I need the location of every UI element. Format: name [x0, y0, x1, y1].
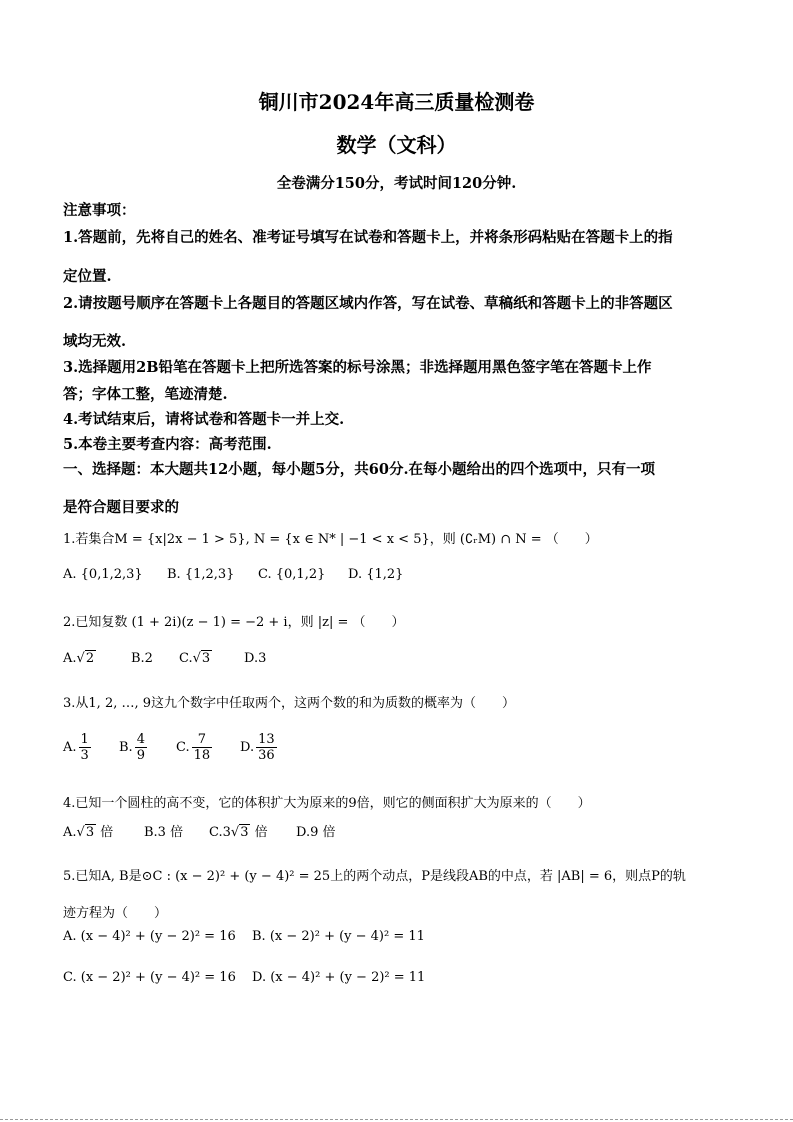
notice-heading: 注意事项：: [63, 202, 136, 219]
q3-stem: 3.从1, 2, …, 9这九个数字中任取两个，这两个数的和为质数的概率为（ ）: [63, 696, 516, 711]
q5-stem-a: 5.已知A, B是⊙C : (x − 2)² + (y − 4)² = 25上的两个动点，P是线段AB的中点，若 |AB| = 6，则点P的轨: [63, 869, 686, 884]
q1-option-b: B. {1,2,3}: [167, 567, 235, 582]
notice-item-3b: 答；字体工整，笔迹清楚.: [63, 386, 228, 403]
q1-option-a: A. {0,1,2,3}: [63, 567, 143, 582]
q2-option-c-label: C.: [179, 651, 193, 666]
q3-option-b-numerator: 4: [136, 732, 145, 747]
q3-option-c-denominator: 18: [193, 748, 211, 763]
q1-option-c: C. {0,1,2}: [258, 567, 326, 582]
q4-option-a-radicand: 3: [85, 825, 95, 840]
section-heading-a: 一、选择题：本大题共12小题，每小题5分，共60分.在每小题给出的四个选项中，只有一项: [63, 461, 655, 478]
q3-option-a: [63, 732, 91, 763]
notice-item-3a: 3.选择题用2B铅笔在答题卡上把所选答案的标号涂黑；非选择题用黑色签字笔在答题卡上作: [63, 359, 652, 376]
q3-option-d-denominator: 36: [258, 748, 275, 763]
notice-item-4: 4.考试结束后，请将试卷和答题卡一并上交.: [63, 411, 345, 428]
q4-option-c-unit: 倍: [254, 825, 268, 840]
notice-item-2b: 域均无效.: [63, 333, 127, 350]
q2-option-a-label: A.: [63, 651, 77, 666]
q2-option-c: C.√3: [179, 651, 211, 666]
q1-stem: 1.若集合M = {x|2x − 1 > 5}, N = {x ∈ N* | −1 < x < 5}，则 (∁ᵣM) ∩ N = （ ）: [63, 532, 598, 547]
q3-option-c: [176, 732, 212, 763]
q3-option-a-numerator: 1: [80, 732, 89, 747]
q4-option-d: D.9 倍: [296, 825, 336, 840]
exam-info: 全卷满分150分，考试时间120分钟.: [276, 175, 517, 192]
q1-option-d: D. {1,2}: [348, 567, 404, 582]
q3-option-b: [119, 732, 147, 763]
q3-option-c-label: C.: [176, 740, 190, 755]
notice-item-5: 5.本卷主要考查内容：高考范围.: [63, 436, 272, 453]
q4-option-c-label: C.3: [209, 825, 231, 840]
q2-option-a: A.√2: [63, 651, 95, 666]
q2-option-c-radicand: 3: [201, 651, 211, 666]
q4-option-a: A.√3 倍: [63, 825, 114, 840]
notice-item-2a: 2.请按题号顺序在答题卡上各题目的答题区域内作答，写在试卷、草稿纸和答题卡上的非答题区: [63, 295, 673, 312]
q5-option-b: B. (x − 2)² + (y − 4)² = 11: [252, 929, 425, 944]
q3-option-d-label: D.: [240, 740, 255, 755]
q4-option-a-unit: 倍: [100, 825, 114, 840]
q3-option-d: [240, 732, 277, 763]
q5-stem-b: 迹方程为（ ）: [63, 906, 168, 921]
subject-title: 数学（文科）: [336, 133, 457, 157]
q3-option-a-denominator: 3: [80, 748, 89, 763]
q4-option-a-label: A.: [63, 825, 77, 840]
exam-title: 铜川市2024年高三质量检测卷: [258, 90, 535, 114]
q2-option-b: B.2: [131, 651, 153, 666]
q3-option-b-denominator: 9: [136, 748, 145, 763]
notice-item-1b: 定位置.: [63, 268, 112, 285]
q3-option-c-numerator: 7: [192, 732, 213, 748]
q3-option-b-label: B.: [119, 740, 133, 755]
q2-option-a-radicand: 2: [85, 651, 95, 666]
q2-stem: 2.已知复数 (1 + 2i)(z − 1) = −2 + i，则 |z| = （ ）: [63, 615, 405, 630]
q4-option-c-radicand: 3: [240, 825, 249, 840]
q5-option-a: A. (x − 4)² + (y − 2)² = 16: [63, 929, 236, 944]
q3-option-a-label: A.: [63, 740, 77, 755]
page-bottom-rule: [0, 1119, 793, 1120]
section-heading-b: 是符合题目要求的: [63, 499, 179, 516]
q4-option-c: C.3√3 倍: [209, 825, 268, 840]
q5-option-d: D. (x − 4)² + (y − 2)² = 11: [252, 970, 426, 985]
q2-option-d: D.3: [244, 651, 267, 666]
q4-stem: 4.已知一个圆柱的高不变，它的体积扩大为原来的9倍，则它的侧面积扩大为原来的（ ）: [63, 796, 591, 811]
q5-option-c: C. (x − 2)² + (y − 4)² = 16: [63, 970, 236, 985]
q3-option-d-numerator: 13: [258, 732, 275, 747]
notice-item-1a: 1.答题前，先将自己的姓名、准考证号填写在试卷和答题卡上，并将条形码粘贴在答题卡上的指: [63, 229, 673, 246]
q4-option-b: B.3 倍: [144, 825, 184, 840]
